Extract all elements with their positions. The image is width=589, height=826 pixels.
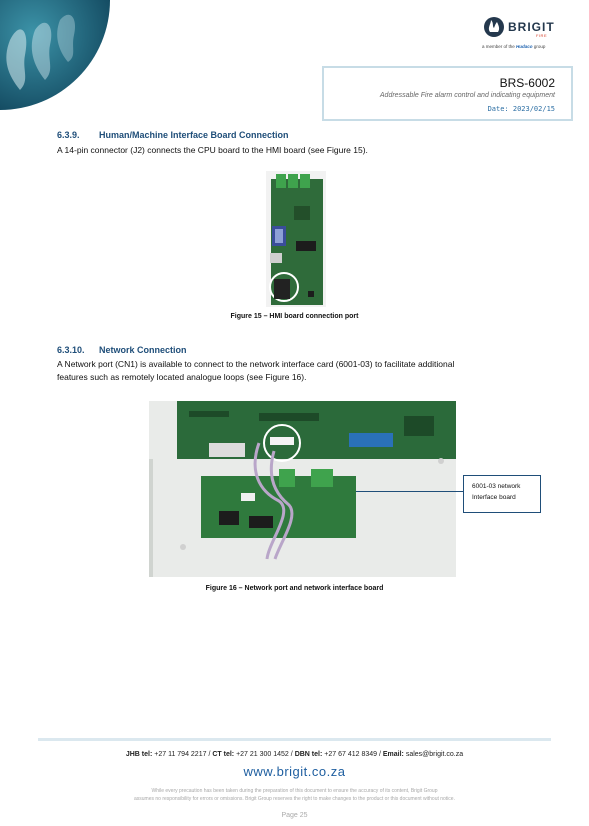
member-suffix: group	[533, 44, 546, 49]
jhb-label: JHB tel:	[125, 751, 153, 758]
dbn-label: DBN tel:	[294, 751, 323, 758]
document-description: Addressable Fire alarm control and indicating equipment	[379, 92, 555, 99]
section-number: 6.3.9.	[57, 130, 80, 140]
network-interface-callout	[463, 475, 541, 513]
email-value: sales@brigit.co.za	[405, 751, 464, 758]
logo-member-line	[482, 44, 545, 49]
document-info-box	[322, 66, 573, 121]
section-body-network-1: A Network port (CN1) is available to connect to the network interface card (6001-03) to facilitate additional	[57, 359, 455, 369]
footer-rule	[38, 738, 551, 741]
disclaimer-line-2: assumes no responsibility for errors or omissions. Brigit Group reserves the right to make changes to the product or this document without notice.	[134, 796, 455, 802]
corner-decoration	[0, 0, 110, 110]
section-title: Network Connection	[99, 345, 187, 355]
section-title: Human/Machine Interface Board Connection	[99, 130, 289, 140]
logo-sub: FIRE	[536, 33, 548, 38]
footer-contacts	[0, 751, 589, 758]
hmi-board-photo	[266, 171, 326, 307]
section-body-hmi: A 14-pin connector (J2) connects the CPU board to the HMI board (see Figure 15).	[57, 145, 368, 155]
callout-line	[356, 491, 463, 492]
network-board-photo	[149, 401, 456, 577]
jhb-phone: +27 11 794 2217	[154, 751, 207, 758]
figure-15-caption: Figure 15 – HMI board connection port	[230, 313, 359, 320]
separator: /	[290, 751, 293, 758]
ct-label: CT tel:	[212, 751, 235, 758]
separator: /	[208, 751, 211, 758]
callout-line-2: Interface board	[472, 494, 516, 501]
section-heading-hmi	[57, 130, 289, 140]
page-number: Page 25	[281, 812, 308, 819]
section-heading-network	[57, 345, 187, 355]
brigit-logo	[478, 12, 578, 54]
member-prefix: a member of the	[482, 44, 515, 49]
separator: /	[378, 751, 381, 758]
callout-line-1: 6001-03 network	[472, 483, 521, 490]
document-date: Date: 2023/02/15	[487, 105, 555, 113]
ct-phone: +27 21 300 1452	[236, 751, 289, 758]
dbn-phone: +27 67 412 8349	[324, 751, 378, 758]
website-url: www.brigit.co.za	[243, 764, 346, 779]
section-number: 6.3.10.	[57, 345, 85, 355]
disclaimer-line-1: While every precaution has been taken during the preparation of this document to ensure the accuracy of its content, Brigit Group	[151, 788, 438, 794]
figure-16-caption: Figure 16 – Network port and network interface board	[205, 585, 384, 592]
document-code: BRS-6002	[499, 76, 555, 90]
footer-disclaimer	[40, 787, 549, 803]
logo-brand: BRIGIT	[508, 20, 555, 34]
email-label: Email:	[382, 751, 404, 758]
section-body-network-2: features such as remotely located analogue loops (see Figure 16).	[57, 372, 307, 382]
member-group: Hudaco	[516, 44, 533, 49]
flame-logo-icon	[482, 16, 506, 38]
